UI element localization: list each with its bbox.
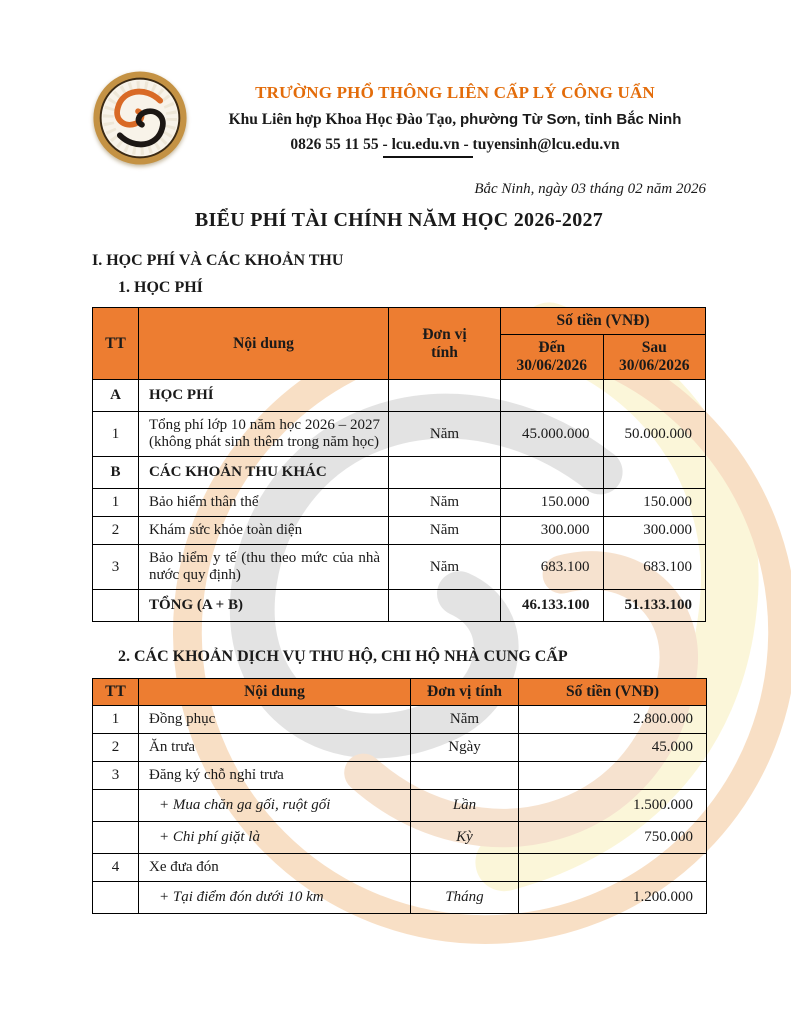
- row-unit: Năm: [411, 706, 519, 734]
- col-header-content: Nội dung: [139, 308, 389, 380]
- school-name: TRƯỜNG PHỔ THÔNG LIÊN CẤP LÝ CÔNG UẨN: [255, 82, 655, 102]
- section-heading-I: I. HỌC PHÍ VÀ CÁC KHOẢN THU: [92, 252, 344, 269]
- table-row: [93, 706, 707, 734]
- row-amount-before-deadline: [501, 457, 604, 489]
- row-unit: Lần: [411, 790, 519, 822]
- row-content: Bảo hiểm thân thể: [139, 489, 389, 517]
- row-index: [93, 790, 139, 822]
- document-title: BIỂU PHÍ TÀI CHÍNH NĂM HỌC 2026-2027: [194, 209, 604, 231]
- row-content: CÁC KHOẢN THU KHÁC: [139, 457, 389, 489]
- row-content: + Mua chăn ga gối, ruột gối: [139, 790, 411, 822]
- row-content: Bảo hiểm y tế (thu theo mức của nhà nước quy định): [139, 545, 389, 590]
- row-amount-after-deadline: [603, 457, 706, 489]
- row-amount-after-deadline: [603, 380, 706, 412]
- row-amount-before-deadline: [501, 380, 604, 412]
- col-header-unit: Đơn vị tính: [411, 679, 519, 706]
- table-row: [93, 517, 706, 545]
- letterhead: [92, 0, 706, 168]
- row-index: 1: [93, 706, 139, 734]
- row-content: Ăn trưa: [139, 734, 411, 762]
- address-part-2: phường Từ Sơn, tỉnh Bắc Ninh: [460, 110, 682, 128]
- table-row: [93, 590, 706, 622]
- row-content: Tổng phí lớp 10 năm học 2026 – 2027 (không phát sinh thêm trong năm học): [139, 412, 389, 457]
- row-index: 2: [93, 517, 139, 545]
- row-index: 3: [93, 762, 139, 790]
- table-row: [93, 380, 706, 412]
- row-index: 1: [93, 412, 139, 457]
- col-header-amount-group: Số tiền (VNĐ): [501, 308, 706, 335]
- service-fee-table-header: [93, 679, 707, 706]
- row-unit: [389, 590, 501, 622]
- row-unit: Tháng: [411, 882, 519, 914]
- separator-dash: -: [463, 135, 469, 153]
- table-row: [93, 790, 707, 822]
- date-line: Bắc Ninh, ngày 03 tháng 02 năm 2026: [474, 181, 706, 197]
- table-row: [93, 854, 707, 882]
- row-unit: Năm: [389, 412, 501, 457]
- school-contact: [204, 136, 706, 154]
- row-unit: [389, 457, 501, 489]
- row-amount: 1.200.000: [519, 882, 707, 914]
- row-amount-before-deadline: 46.133.100: [501, 590, 604, 622]
- col-header-tt: TT: [93, 679, 139, 706]
- table-row: [93, 822, 707, 854]
- row-content: Khám sức khỏe toàn diện: [139, 517, 389, 545]
- row-amount-after-deadline: 683.100: [603, 545, 706, 590]
- row-index: 2: [93, 734, 139, 762]
- table-row: [93, 545, 706, 590]
- row-unit: [411, 762, 519, 790]
- row-unit: Năm: [389, 545, 501, 590]
- row-amount-before-deadline: 300.000: [501, 517, 604, 545]
- table-row: [93, 762, 707, 790]
- phone-number: 0826 55 11 55: [290, 135, 379, 153]
- spiral-logo-icon: [92, 70, 188, 166]
- row-unit: [411, 854, 519, 882]
- row-content: + Chi phí giặt là: [139, 822, 411, 854]
- subsection-heading-2: 2. CÁC KHOẢN DỊCH VỤ THU HỘ, CHI HỘ NHÀ CUNG CẤP: [118, 648, 568, 665]
- row-amount: [519, 854, 707, 882]
- row-amount: 750.000: [519, 822, 707, 854]
- row-index: B: [93, 457, 139, 489]
- row-amount-after-deadline: 50.000.000: [603, 412, 706, 457]
- row-amount-after-deadline: 150.000: [603, 489, 706, 517]
- email-text: tuyensinh@lcu.edu.vn: [472, 135, 620, 153]
- school-logo: [92, 68, 188, 168]
- col-header-content: Nội dung: [139, 679, 411, 706]
- row-content: Đăng ký chỗ nghỉ trưa: [139, 762, 411, 790]
- row-amount-before-deadline: 150.000: [501, 489, 604, 517]
- row-index: 1: [93, 489, 139, 517]
- tuition-fee-table-header: [93, 308, 706, 380]
- row-amount-before-deadline: 45.000.000: [501, 412, 604, 457]
- service-fee-table: [92, 678, 707, 914]
- letterhead-text: [204, 83, 706, 154]
- row-content: HỌC PHÍ: [139, 380, 389, 412]
- row-index: [93, 590, 139, 622]
- separator-dash: -: [382, 135, 388, 153]
- row-unit: Kỳ: [411, 822, 519, 854]
- row-amount: 1.500.000: [519, 790, 707, 822]
- col-header-before-deadline: Đến 30/06/2026: [501, 335, 604, 380]
- contact-underlined-segment: [383, 136, 473, 158]
- website-text: lcu.edu.vn: [391, 135, 460, 153]
- row-amount-before-deadline: 683.100: [501, 545, 604, 590]
- row-index: [93, 822, 139, 854]
- subsection-heading-1: 1. HỌC PHÍ: [118, 279, 203, 296]
- row-amount: 2.800.000: [519, 706, 707, 734]
- row-amount-after-deadline: 51.133.100: [603, 590, 706, 622]
- col-header-unit: Đơn vị tính: [389, 308, 501, 380]
- row-index: 4: [93, 854, 139, 882]
- service-fee-table-body: [93, 706, 707, 914]
- table-row: [93, 734, 707, 762]
- row-content: + Tại điểm đón dưới 10 km: [139, 882, 411, 914]
- row-unit: [389, 380, 501, 412]
- row-unit: Năm: [389, 489, 501, 517]
- row-unit: Năm: [389, 517, 501, 545]
- row-content: Xe đưa đón: [139, 854, 411, 882]
- col-header-amount: Số tiền (VNĐ): [519, 679, 707, 706]
- row-content: TỔNG (A + B): [139, 590, 389, 622]
- school-address: [204, 111, 706, 129]
- row-amount: [519, 762, 707, 790]
- table-row: [93, 412, 706, 457]
- table-row: [93, 489, 706, 517]
- row-amount: 45.000: [519, 734, 707, 762]
- table-row: [93, 882, 707, 914]
- row-amount-after-deadline: 300.000: [603, 517, 706, 545]
- col-header-after-deadline: Sau 30/06/2026: [603, 335, 706, 380]
- tuition-fee-table-body: [93, 380, 706, 622]
- row-index: 3: [93, 545, 139, 590]
- row-index: A: [93, 380, 139, 412]
- table-row: [93, 457, 706, 489]
- row-unit: Ngày: [411, 734, 519, 762]
- tuition-fee-table: [92, 307, 706, 622]
- address-part-1: Khu Liên hợp Khoa Học Đào Tạo,: [228, 110, 457, 128]
- col-header-tt: TT: [93, 308, 139, 380]
- row-content: Đồng phục: [139, 706, 411, 734]
- row-index: [93, 882, 139, 914]
